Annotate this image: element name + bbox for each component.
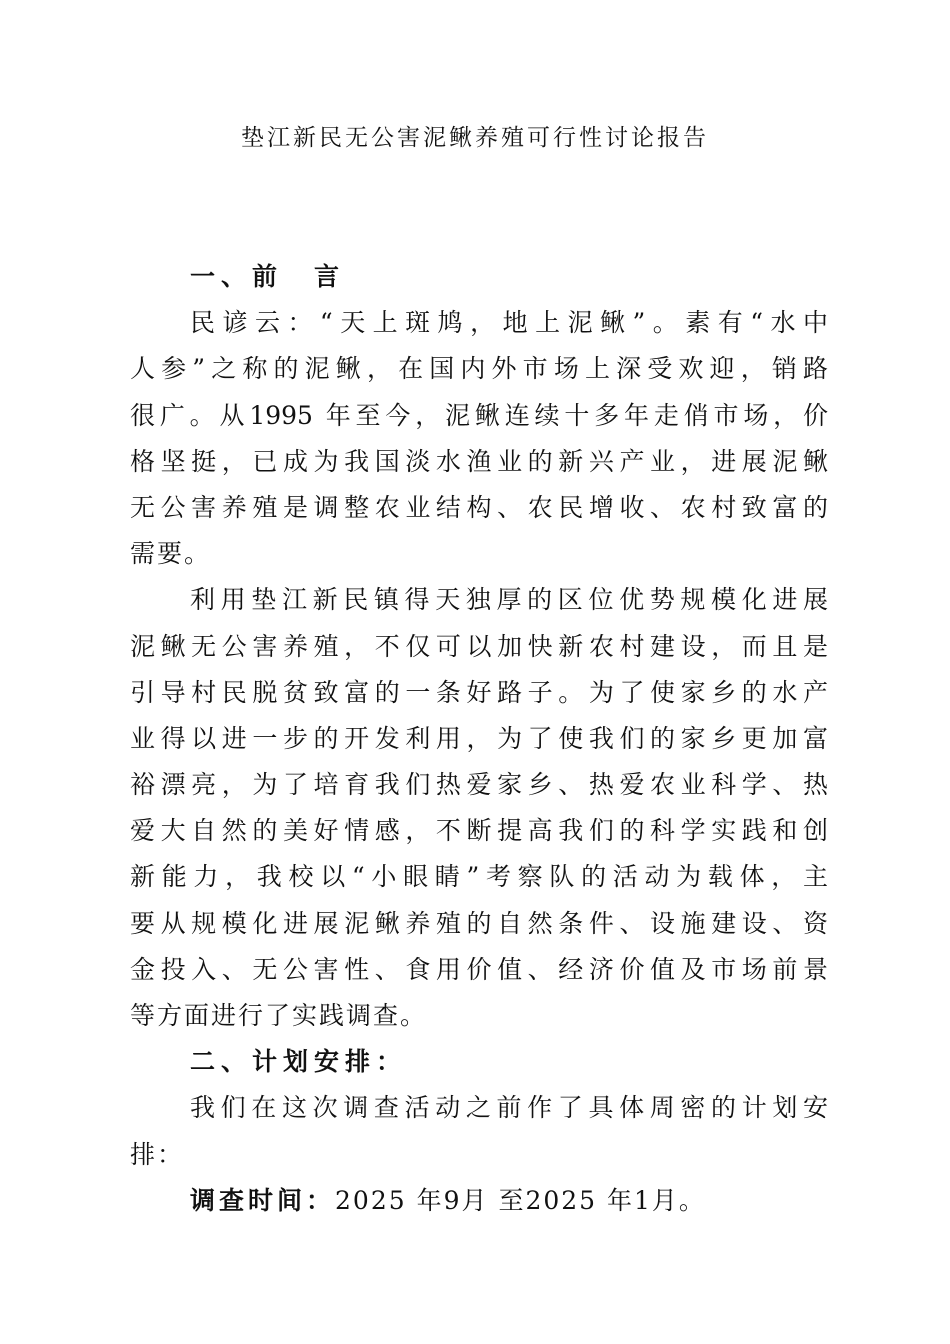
survey-time-row — [130, 1178, 828, 1224]
paragraph-proverb — [130, 300, 828, 577]
section-heading-plan: 二、计划安排： — [190, 1047, 408, 1077]
paragraph-line: 引导村民脱贫致富的一条好路子。为了使家乡的水产 — [130, 677, 828, 707]
paragraph-line: 利用垫江新民镇得天独厚的区位优势规模化进展 — [190, 585, 828, 615]
paragraph-location-advantage — [130, 577, 828, 1039]
paragraph-line: 人参”之称的泥鳅，在国内外市场上深受欢迎，销路 — [130, 354, 828, 384]
paragraph-line: 很广。从1995 年至今，泥鳅连续十多年走俏市场，价 — [130, 400, 828, 430]
paragraph-line: 无公害养殖是调整农业结构、农民增收、农村致富的 — [130, 492, 828, 522]
paragraph-line: 裕漂亮，为了培育我们热爱家乡、热爱农业科学、热 — [130, 770, 828, 800]
survey-time-label: 调查时间： — [190, 1185, 336, 1215]
paragraph-line: 需要。 — [130, 539, 212, 569]
survey-time-value: 2025 年9月 至2025 年1月。 — [335, 1185, 706, 1215]
paragraph-line: 金投入、无公害性、食用价值、经济价值及市场前景 — [130, 954, 828, 984]
paragraph-line: 要从规模化进展泥鳅养殖的自然条件、设施建设、资 — [130, 908, 828, 938]
document-title: 垫江新民无公害泥鳅养殖可行性讨论报告 — [241, 125, 709, 151]
paragraph-line: 格坚挺，已成为我国淡水渔业的新兴产业，进展泥鳅 — [130, 446, 828, 476]
paragraph-line: 民谚云：“天上斑鸠，地上泥鳅”。素有“水中 — [190, 308, 828, 338]
paragraph-line: 新能力，我校以“小眼睛”考察队的活动为载体，主 — [130, 862, 828, 892]
paragraph-line: 爱大自然的美好情感，不断提高我们的科学实践和创 — [130, 816, 828, 846]
section-heading-preface: 一、前 言 — [190, 262, 346, 291]
paragraph-line: 业得以进一步的开发利用，为了使我们的家乡更加富 — [130, 723, 828, 753]
paragraph-line: 等方面进行了实践调查。 — [130, 1001, 428, 1030]
paragraph-line: 我们在这次调查活动之前作了具体周密的计划安 — [190, 1093, 828, 1123]
paragraph-line: 泥鳅无公害养殖，不仅可以加快新农村建设，而且是 — [130, 631, 828, 661]
paragraph-line: 排： — [130, 1139, 185, 1169]
paragraph-plan-intro — [130, 1085, 828, 1177]
document-body — [130, 254, 828, 1224]
